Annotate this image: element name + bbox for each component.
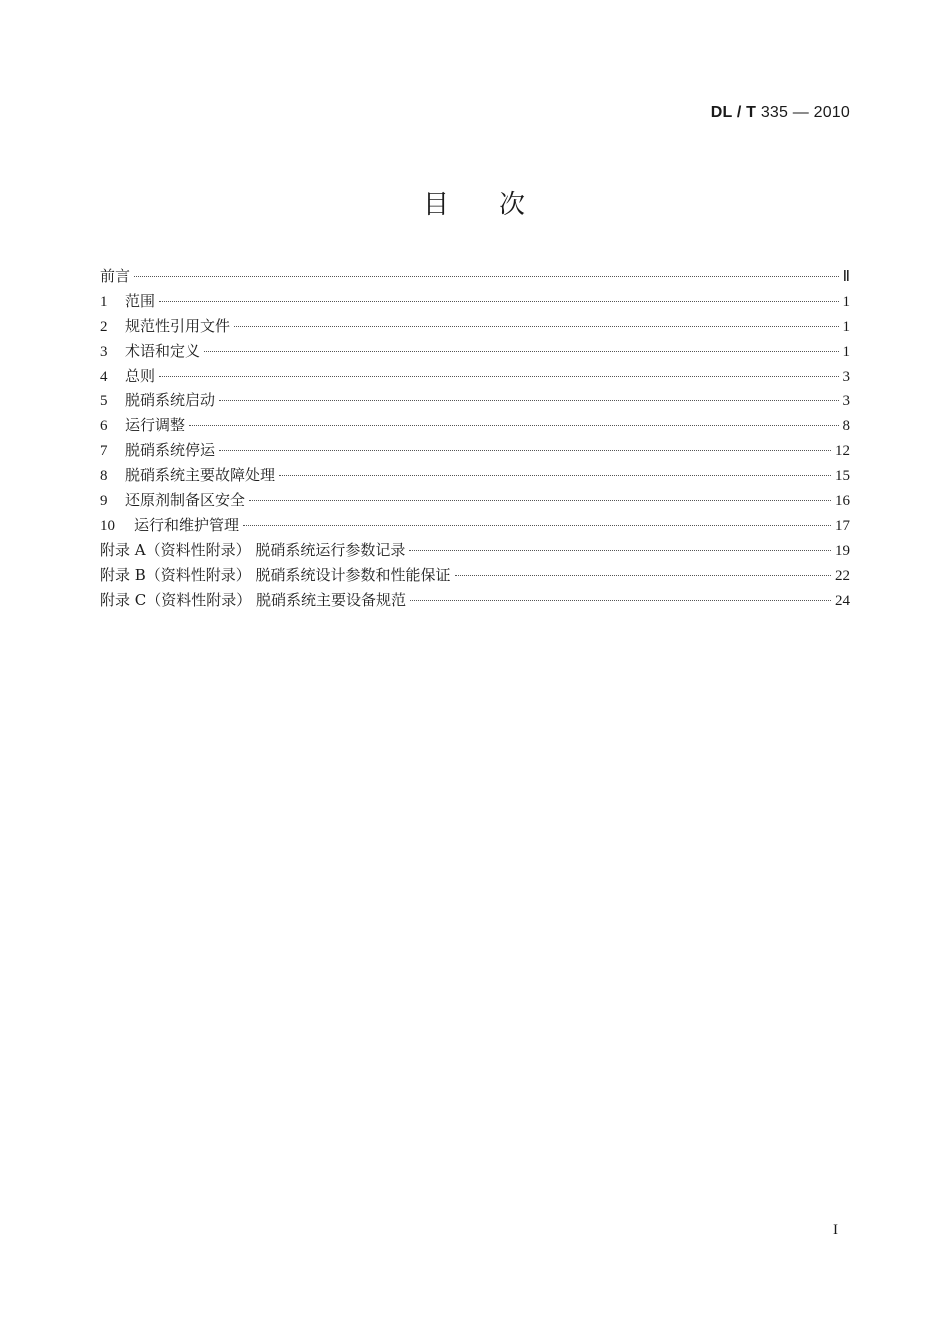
standard-prefix: DL / T [710,104,757,121]
toc-entry-label: 术语和定义 [125,341,201,360]
toc-entry-number: 9 [100,493,108,510]
toc-entry-appendix-a[interactable] [100,538,850,563]
table-of-contents [100,264,850,612]
standard-number: 335 — 2010 [760,104,850,121]
toc-entry-label: 附录 A（资料性附录） 脱硝系统运行参数记录 [100,540,406,559]
toc-entry-page: 24 [835,592,850,609]
toc-entry-7[interactable] [100,438,850,463]
toc-entry-6[interactable] [100,413,850,438]
toc-entry-label: 前言 [100,267,131,285]
toc-leader [234,326,838,327]
toc-entry-label: 附录 C（资料性附录） 脱硝系统主要设备规范 [100,590,407,609]
toc-entry-label: 脱硝系统启动 [125,391,216,410]
toc-entry-label: 附录 B（资料性附录） 脱硝系统设计参数和性能保证 [100,565,451,584]
toc-entry-10[interactable] [100,513,850,538]
toc-entry-page: 12 [835,443,850,460]
toc-entry-page: 22 [835,567,850,584]
toc-leader [159,376,838,377]
toc-entry-page: 15 [835,468,850,485]
toc-entry-2[interactable] [100,314,850,339]
toc-entry-appendix-c[interactable] [100,588,850,613]
toc-leader [249,500,831,501]
toc-leader [204,351,838,352]
toc-entry-page: 1 [842,343,850,360]
toc-entry-label: 脱硝系统停运 [125,441,216,460]
toc-entry-label: 规范性引用文件 [125,316,231,335]
toc-leader [219,450,831,451]
toc-leader [409,550,831,551]
toc-leader [410,600,831,601]
toc-leader [455,575,831,576]
toc-entry-label: 运行调整 [125,416,186,435]
toc-leader [219,400,838,401]
toc-leader [189,425,838,426]
toc-entry-number: 4 [100,368,108,385]
toc-entry-page: 19 [835,542,850,559]
toc-entry-preface[interactable] [100,264,850,289]
toc-entry-page: 8 [842,418,850,435]
toc-entry-page: 1 [842,293,850,310]
toc-entry-9[interactable] [100,488,850,513]
toc-entry-label: 总则 [125,366,156,385]
toc-entry-page: 16 [835,493,850,510]
toc-entry-number: 8 [100,468,108,485]
toc-entry-1[interactable] [100,289,850,314]
toc-entry-number: 6 [100,418,108,435]
toc-leader [279,475,831,476]
page-number: I [833,1222,838,1238]
toc-entry-label: 范围 [125,291,156,310]
toc-entry-4[interactable] [100,364,850,389]
toc-entry-page: 3 [842,393,850,410]
toc-leader [159,301,838,302]
title-char-right: 次 [499,190,528,220]
toc-entry-number: 7 [100,443,108,460]
toc-leader [243,525,831,526]
toc-entry-page: 1 [842,318,850,335]
toc-entry-number: 1 [100,293,108,310]
toc-entry-label: 还原剂制备区安全 [125,491,246,510]
toc-entry-8[interactable] [100,463,850,488]
toc-entry-label: 脱硝系统主要故障处理 [125,466,276,485]
toc-entry-number: 10 [100,517,115,534]
toc-entry-number: 3 [100,343,108,360]
toc-entry-page: 17 [835,517,850,534]
toc-entry-label: 运行和维护管理 [134,515,240,534]
standard-code [711,104,850,122]
toc-entry-page: Ⅱ [842,269,850,285]
title-char-left: 目 [422,190,451,220]
toc-entry-number: 5 [100,393,108,410]
toc-entry-number: 2 [100,318,108,335]
toc-leader [134,276,839,277]
toc-entry-appendix-b[interactable] [100,563,850,588]
toc-entry-3[interactable] [100,339,850,364]
toc-entry-5[interactable] [100,388,850,413]
toc-entry-page: 3 [842,368,850,385]
page-title [0,184,950,221]
